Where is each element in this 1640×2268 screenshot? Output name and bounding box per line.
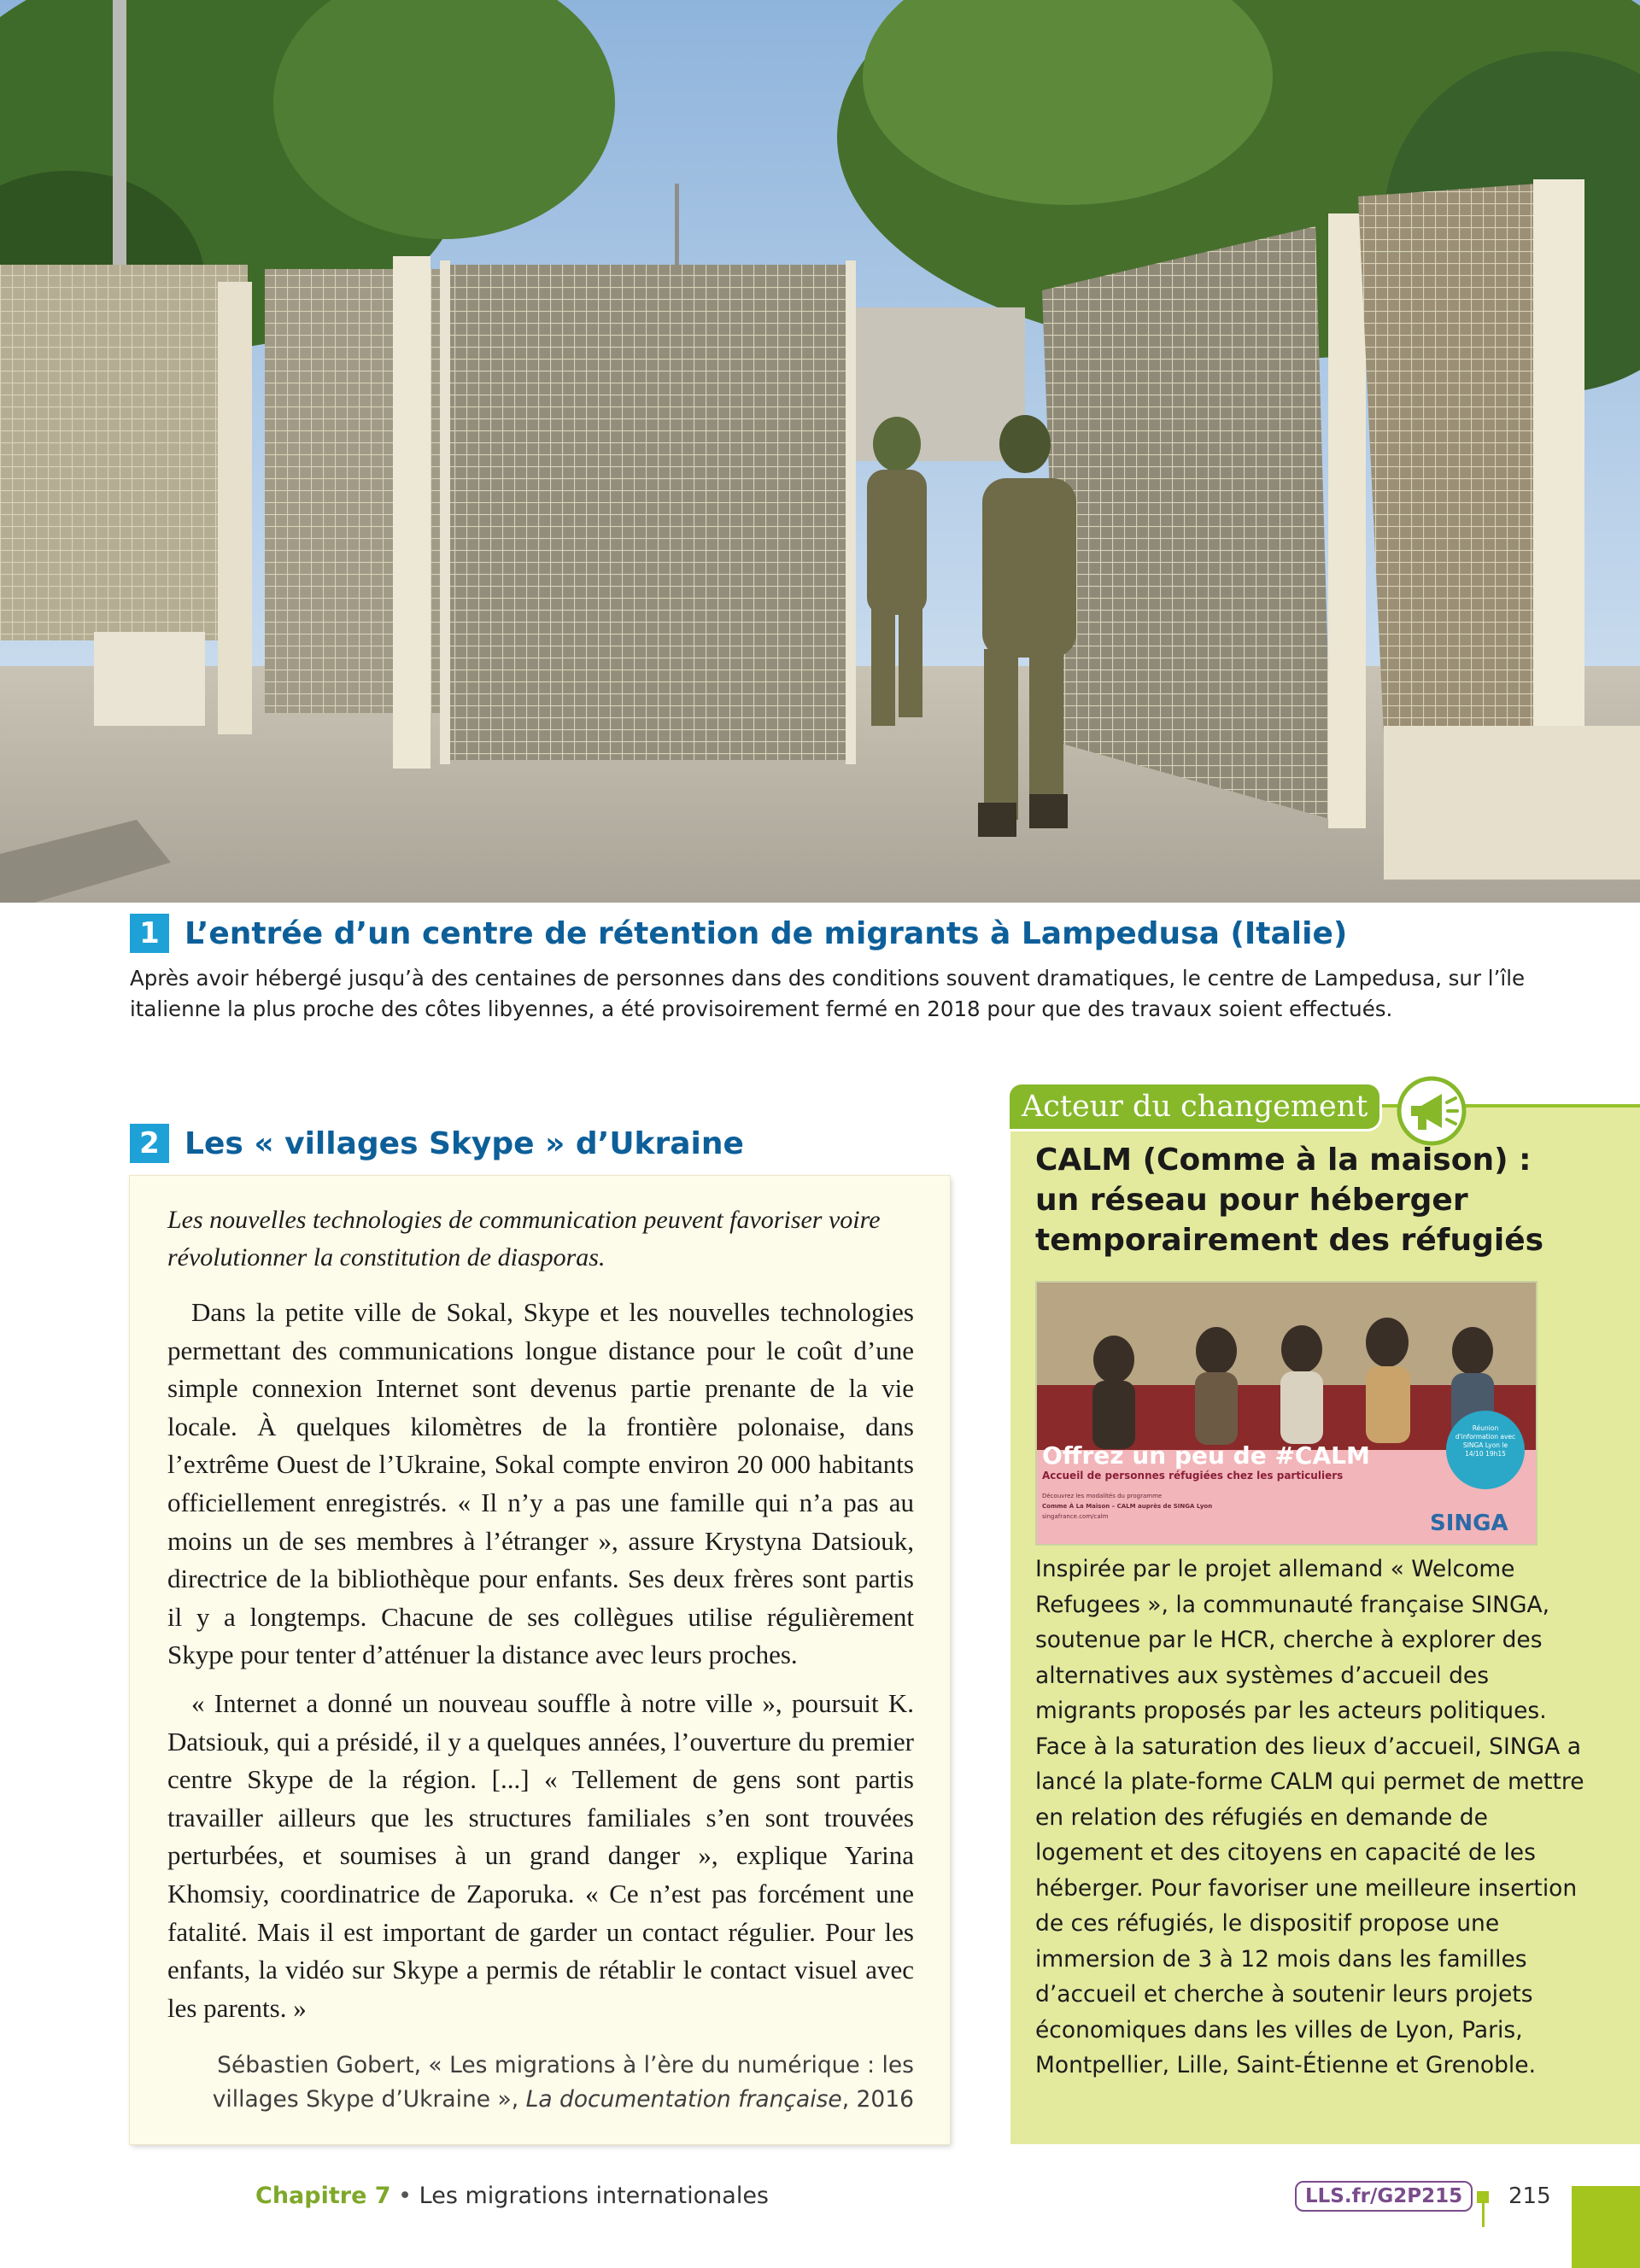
page-footer <box>0 2176 1640 2218</box>
lls-link[interactable]: LLS.fr/G2P215 <box>1295 2181 1473 2212</box>
poster-small-line-1: Découvrez les modalités du programme <box>1042 1493 1163 1499</box>
acteur-body-text: Inspirée par le projet allemand « Welcome Refugees », la communauté française SINGA, soutenue par le HCR, cherche à explorer des alternatives aux systèmes d’accueil des migrants proposés par les acteurs politiques. Face à la saturation des lieux d’accueil, SINGA a lancé la plate-forme CALM qui permet de mettre en relation des réfugiés en demande de logement et des citoyens en capacité de les héberger. Pour favoriser une meilleure insertion de ces réfugiés, le dispositif propose une immersion de 3 à 12 mois dans les familles d’accueil et cherche à soutenir leurs projets économiques dans les villes de Lyon, Paris, Montpellier, Lille, Saint-Étienne et Grenoble. <box>1035 1556 1584 2078</box>
poster-subline: Accueil de personnes réfugiées chez les particuliers <box>1042 1470 1344 1482</box>
doc2-paragraph: Dans la petite ville de Sokal, Skype et les nouvelles technologies permettant des communications longue distance pour le coût d’une simple connexion Internet sont devenus partie prenante de la vie locale. À quelques kilomètres de la frontière polonaise, dans l’extrême Ouest de l’Ukraine, Sokal compte environ 20 000 habitants officiellement enregistrés. « Il n’y a pas une famille qui n’a pas au moins un de ses membres à l’étranger », assure Krystyna Datsiouk, directrice de la bibliothèque pour enfants. Ses deux frères sont partis il y a longtemps. Chacune de ses collègues utilise régulièrement Skype pour tenter d’atténuer la distance avec leurs proches. <box>167 1297 914 1670</box>
doc2-paragraph: « Internet a donné un nouveau souffle à notre ville », poursuit K. Datsiouk, qui a présidé, il y a quelques années, l’ouverture du premier centre Skype de la région. [...] « Tellement de gens sont partis travailler ailleurs que les structures familiales s’en sont trouvées perturbées, et soumises à un grand danger », explique Yarina Khomsiy, coordinatrice de Zaporuka. « Ce n’est pas forcément une fatalité. Mais il est important de garder un contact régulier. Pour les enfants, la vidéo sur Skype a permis de rétablir le contact visuel avec les parents. » <box>167 1687 914 2023</box>
footer-chapter <box>255 2176 769 2217</box>
calm-poster-image <box>1035 1281 1538 1546</box>
doc2-heading <box>130 1122 744 1165</box>
megaphone-icon <box>1396 1075 1467 1147</box>
doc2-number-badge: 2 <box>130 1124 169 1163</box>
acteur-title: CALM (Comme à la maison) : un réseau pour héberger temporairement des réfugiés <box>1035 1143 1544 1258</box>
singa-logo: SINGA <box>1430 1511 1508 1536</box>
doc2-source <box>167 2049 914 2117</box>
page-edge-tab <box>1572 2186 1640 2268</box>
doc1-caption: Après avoir hébergé jusqu’à des centaines de personnes dans des conditions souvent dramatiques, le centre de Lampedusa, sur l’île italienne la plus proche des côtes libyennes, a été provisoirement fermé en 2018 pour que des travaux soient effectués. <box>130 966 1526 1021</box>
doc2-source-year: , 2016 <box>841 2086 914 2113</box>
chapter-title: Les migrations internationales <box>419 2183 769 2209</box>
footer-marker-line <box>1482 2201 1485 2227</box>
acteur-label: Acteur du changement <box>1010 1084 1379 1129</box>
poster-badge: Réunion d'information avec SINGA Lyon le 14/10 19h15 <box>1455 1424 1516 1458</box>
poster-small-line-2: Comme À La Maison – CALM auprès de SINGA Lyon <box>1042 1503 1213 1510</box>
poster-small-line-3: singafrance.com/calm <box>1042 1513 1109 1520</box>
poster-headline: Offrez un peu de #CALM <box>1042 1441 1370 1470</box>
doc1-heading <box>130 912 1347 955</box>
doc2-source-publication: La documentation française <box>525 2086 842 2113</box>
page-number: 215 <box>1508 2183 1551 2209</box>
doc2-intro: Les nouvelles technologies de communication peuvent favoriser voire révolutionner la constitution de diasporas. <box>167 1206 881 1271</box>
doc2-text-box <box>130 1176 950 2144</box>
doc1-number-badge: 1 <box>130 914 169 953</box>
doc2-source-author: Sébastien Gobert, « Les migrations à l’ère du numérique : les villages Skype d’Ukraine », <box>212 2052 914 2113</box>
chapter-separator: • <box>390 2183 419 2209</box>
lampedusa-gate-photo <box>0 0 1640 903</box>
doc1-title: L’entrée d’un centre de rétention de migrants à Lampedusa (Italie) <box>184 915 1348 951</box>
doc2-title: Les « villages Skype » d’Ukraine <box>184 1125 744 1161</box>
chapter-label: Chapitre 7 <box>255 2183 391 2209</box>
